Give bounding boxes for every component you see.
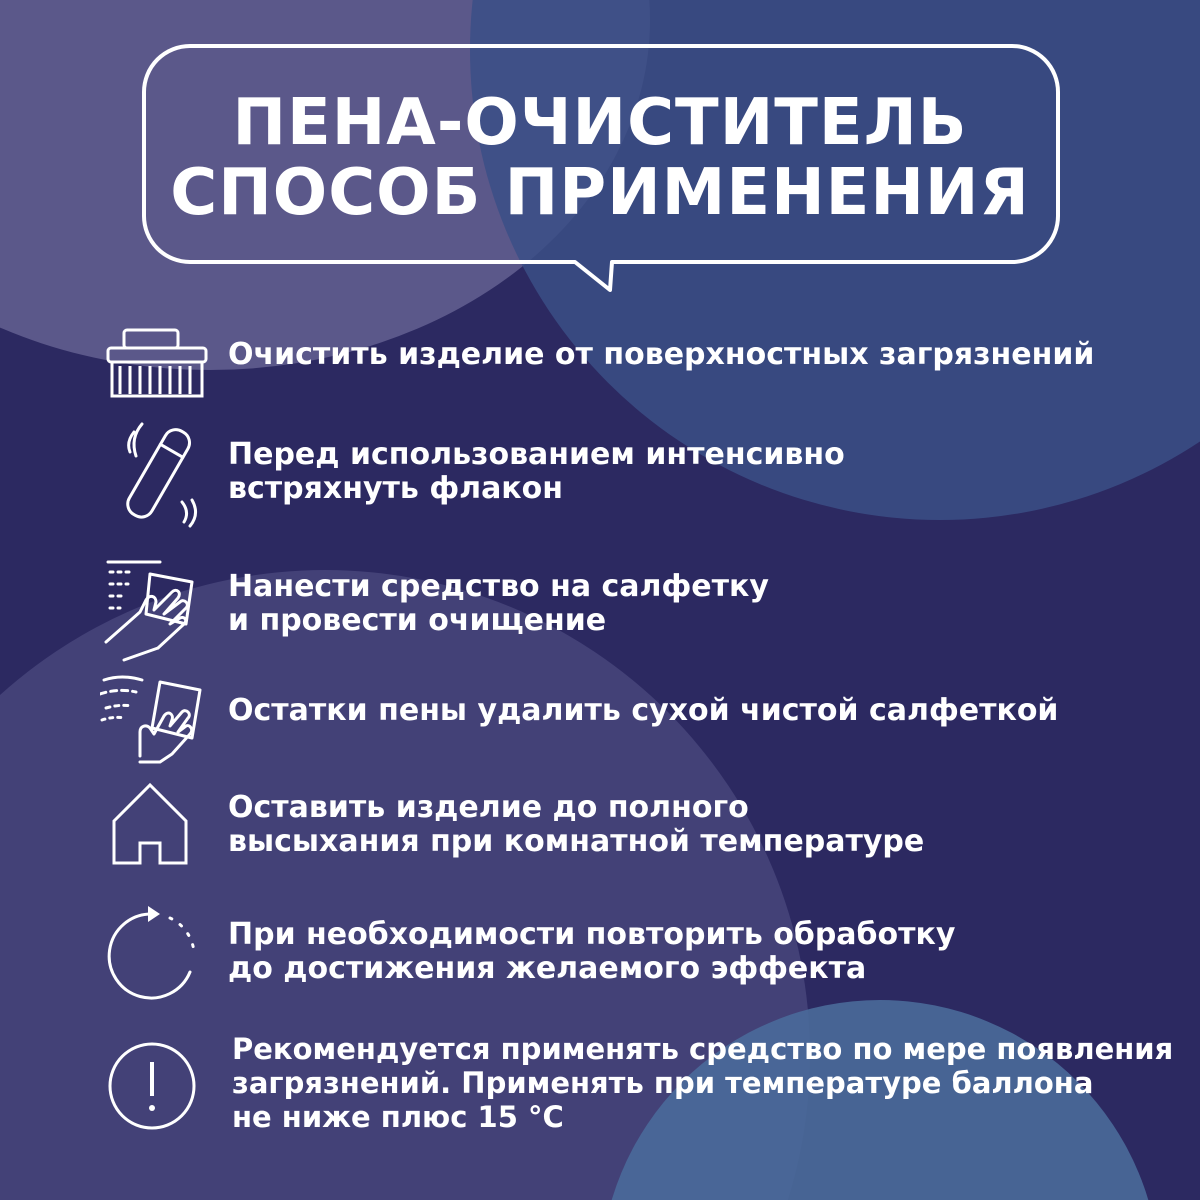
step-3-text [228,570,769,638]
step-2-line-2: встряхнуть флакон [228,471,564,506]
step-2 [0,418,1200,528]
step-6-text [228,918,955,986]
spray-cloth-hand-icon [100,552,210,662]
house-icon [100,779,210,889]
brush-icon [100,310,210,420]
step-1-text [228,338,1094,372]
step-6-line-2: до достижения желаемого эффекта [228,951,867,986]
step-2-text [228,438,845,506]
step-2-line-1: Перед использованием интенсивно [228,437,845,472]
step-4-line-1: Остатки пены удалить сухой чистой салфеткой [228,693,1059,728]
exclamation-icon [100,1040,210,1150]
repeat-icon [100,904,210,1014]
step-3-line-1: Нанести средство на салфетку [228,569,769,604]
shake-bottle-icon [100,418,210,528]
step-1-line-1: Очистить изделие от поверхностных загрязнений [228,337,1095,372]
step-5-line-2: высыхания при комнатной температуре [228,824,925,859]
step-1 [0,300,1200,410]
step-7-line-1: Рекомендуется применять средство по мере появления [232,1032,1174,1066]
step-5-text [228,791,924,859]
step-5-line-1: Оставить изделие до полного [228,790,749,825]
step-7-note [0,1030,1200,1140]
step-3 [0,548,1200,658]
step-4 [0,664,1200,774]
step-3-line-2: и провести очищение [228,603,607,638]
wipe-hand-icon [100,666,210,776]
step-6 [0,900,1200,1010]
step-7-line-2: загрязнений. Применять при температуре баллона [232,1066,1094,1100]
page-title [150,88,1050,228]
title-line-1: ПЕНА-ОЧИСТИТЕЛЬ [232,86,968,160]
step-4-text [228,694,1058,728]
title-line-2: СПОСОБ ПРИМЕНЕНИЯ [170,156,1030,230]
step-5 [0,775,1200,885]
step-7-text [232,1032,1173,1134]
step-6-line-1: При необходимости повторить обработку [228,917,956,952]
step-7-line-3: не ниже плюс 15 °С [232,1100,564,1134]
